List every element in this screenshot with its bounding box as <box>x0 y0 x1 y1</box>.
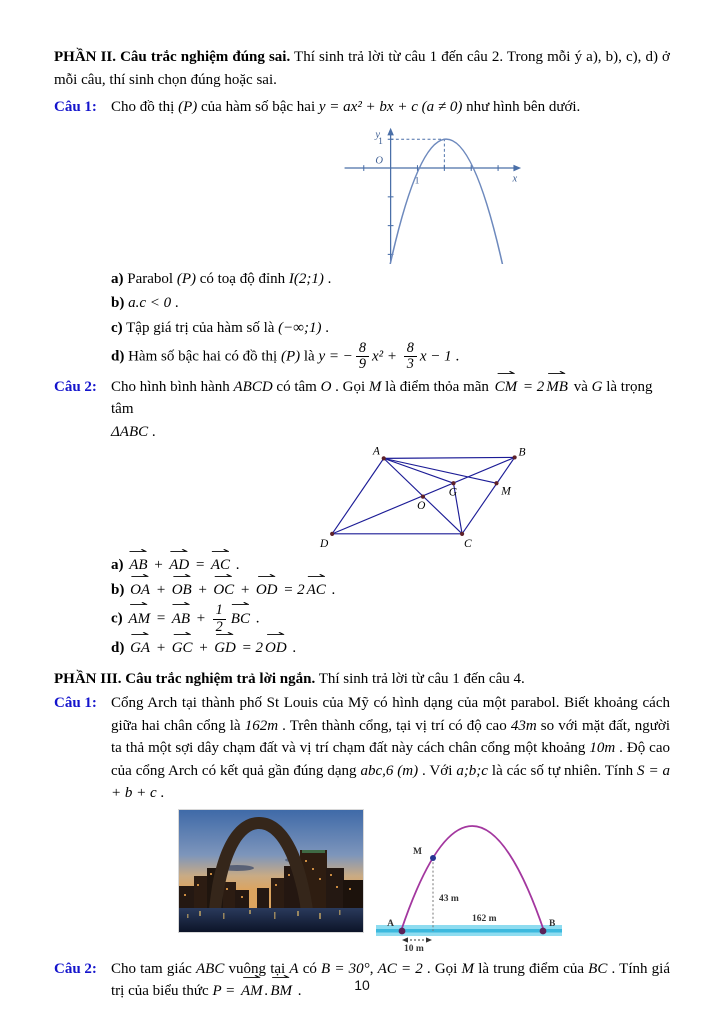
text-run: = 2 <box>519 378 545 395</box>
fraction-numerator: 1 <box>213 603 226 619</box>
figure-label-C: C <box>463 538 472 551</box>
arch-diagram-svg <box>376 809 566 954</box>
text-run: = <box>152 610 170 627</box>
text-run: + <box>383 348 401 365</box>
text-run: PHẦN III. Câu trắc nghiệm trả lời ngắn. <box>54 670 316 687</box>
text-run: + <box>152 640 170 656</box>
diagram-height-label: 43 m <box>439 893 459 904</box>
text-run: Cho tam giác <box>111 960 196 977</box>
vector-symbol: GA ⇀ <box>128 637 152 660</box>
parabola-graph-figure <box>333 122 525 264</box>
text-run: BC <box>588 960 608 977</box>
vector-symbol: GC ⇀ <box>170 637 195 660</box>
text-run: Hàm số bậc hai có đồ thị <box>124 348 281 365</box>
text-run: vuông tại <box>224 960 290 977</box>
text-run: P = <box>212 983 239 999</box>
text-run: Cho hình bình hành <box>111 378 234 395</box>
point-A-dot <box>399 927 406 934</box>
part2-q1-option-d <box>111 341 670 373</box>
figure-label-B: B <box>518 446 526 459</box>
text-run: . <box>171 295 179 311</box>
text-run: + <box>236 581 254 598</box>
text-run: + <box>149 557 168 574</box>
vector-symbol: GD ⇀ <box>212 637 238 660</box>
fraction-denominator: 9 <box>358 356 366 373</box>
text-run: = 2 <box>279 581 305 598</box>
text-run: ΔABC <box>111 423 149 440</box>
text-run: . Trên thành cổng, tại vị trí có độ cao <box>278 717 511 734</box>
vector-symbol: AM ⇀ <box>239 980 265 1003</box>
y-axis-arrow <box>387 127 394 135</box>
text-run: có tâm <box>272 378 321 395</box>
text-run: Thí sinh trả lời từ câu 1 đến câu 4. <box>315 670 525 687</box>
figure-label-G: G <box>448 486 457 499</box>
fraction-numerator: 8 <box>404 341 417 357</box>
text-run: có <box>298 960 322 977</box>
fraction-denominator: 2 <box>215 618 223 635</box>
part2-question2-intro <box>111 376 670 421</box>
text-run: . <box>156 785 165 801</box>
text-run: là <box>300 348 319 365</box>
arch-diagram <box>376 809 566 954</box>
vector-symbol: AB ⇀ <box>170 608 192 631</box>
vector-symbol: OC ⇀ <box>211 579 236 602</box>
diagram-label-M: M <box>413 846 422 857</box>
text-run: + <box>194 640 213 656</box>
text-run: + <box>152 581 170 598</box>
figure-label-M: M <box>501 485 511 498</box>
text-run: + <box>192 610 210 627</box>
part3-question2-label: Câu 2: <box>54 960 97 977</box>
text-run: c) <box>111 610 123 627</box>
arch-photo-svg <box>179 810 363 932</box>
text-run: 10m <box>589 740 616 756</box>
vector-symbol: AD ⇀ <box>167 554 191 577</box>
text-run: so với mặt đất, người ta thả một sợi dây chạm đất và vị trí chạm đất này cách chân cổng một khoảng <box>111 717 670 756</box>
text-run: ABC <box>196 960 225 977</box>
text-run: x − 1 <box>419 348 452 365</box>
text-run: . <box>232 557 240 574</box>
text-run: là các số tự nhiên. Tính <box>487 762 638 779</box>
text-run: AC = 2 <box>377 960 423 977</box>
text-run: Cho đồ thị <box>111 99 179 115</box>
text-run: . Với <box>418 762 457 779</box>
text-run: y = − <box>318 348 353 365</box>
part2-question2-intro-line2 <box>111 421 670 444</box>
text-run: là điểm thỏa mãn <box>381 378 493 395</box>
fraction <box>404 341 417 373</box>
text-run: . Gọi <box>422 960 462 977</box>
text-run: S = a + b + c <box>111 762 671 801</box>
text-run: Thí sinh trả lời từ câu 1 đến câu 2. Trong mỗi ý a), b), c), d) ở mỗi câu, thí sinh chọn đúng hoặc sai. <box>54 49 670 88</box>
part2-question1-label: Câu 1: <box>54 99 97 115</box>
vector-symbol: AC ⇀ <box>305 579 328 602</box>
text-run: a) <box>111 270 124 287</box>
part2-q1-option-a <box>111 268 670 291</box>
part3-header <box>54 668 670 691</box>
figure-label-D: D <box>320 538 329 551</box>
text-run: 43m <box>510 717 537 734</box>
text-run: . Tính giá trị của biểu thức <box>111 960 670 999</box>
vector-symbol: AB ⇀ <box>127 554 149 577</box>
vector-symbol: AM ⇀ <box>126 608 152 631</box>
vector-symbol: BM ⇀ <box>268 980 294 1003</box>
text-run: như hình bên dưới. <box>462 99 581 115</box>
text-run: M <box>368 378 382 395</box>
text-run: . <box>451 348 460 365</box>
vector-symbol: OA ⇀ <box>128 579 152 602</box>
part2-question1-intro <box>111 96 670 119</box>
text-run: PHẦN II. Câu trắc nghiệm đúng sai. <box>54 49 291 65</box>
text-run: là trung điểm của <box>474 960 589 977</box>
parallelogram-figure <box>311 445 531 552</box>
text-run: . <box>321 319 329 336</box>
text-run: (P) <box>176 270 196 287</box>
parabola-curve <box>383 139 506 264</box>
graph-x-tick-label: 1 <box>414 174 420 186</box>
text-run: . Độ cao của cổng Arch có kết quả gần đúng dạng <box>111 740 671 779</box>
part2-q1-option-b <box>111 292 670 315</box>
text-run: B = 30° <box>321 960 370 977</box>
graph-y-axis-label: y <box>375 128 381 140</box>
axis-ticks <box>364 139 498 254</box>
figure-label-O: O <box>417 500 426 513</box>
text-run: (P) <box>178 99 198 115</box>
arch-photo <box>178 809 364 933</box>
text-run: . <box>294 983 302 999</box>
text-run: Parabol <box>123 270 177 287</box>
vector-symbol: CM ⇀ <box>493 376 520 399</box>
text-run: . <box>288 640 297 656</box>
text-run: = 2 <box>237 640 263 656</box>
text-run: d) <box>111 348 125 365</box>
text-run: O <box>320 378 332 395</box>
arch-images-row <box>178 809 670 954</box>
text-run: Tập giá trị của hàm số là <box>122 319 279 336</box>
text-run: . Gọi <box>331 378 369 395</box>
text-run: I(2;1) <box>288 270 324 287</box>
point-B-dot <box>540 927 547 934</box>
part2-question2 <box>54 376 670 660</box>
text-run: c) <box>111 319 123 336</box>
vector-symbol: MB ⇀ <box>544 376 570 399</box>
part3-question1-body <box>111 692 670 805</box>
point-M-dot <box>430 855 436 861</box>
vector-symbol: OD ⇀ <box>263 637 289 660</box>
text-run: abc,6 (m) <box>360 762 419 779</box>
graph-y-tick-label: 1 <box>378 135 383 147</box>
text-run: G <box>591 378 603 395</box>
part2-question1 <box>54 96 670 373</box>
graph-x-axis-label: x <box>512 172 518 184</box>
text-run: . <box>251 610 260 627</box>
vector-symbol: OB ⇀ <box>170 579 194 602</box>
span-arrow-10m <box>402 937 432 942</box>
text-run: a) <box>111 557 124 574</box>
diagram-label-B: B <box>549 918 556 929</box>
fraction <box>356 341 369 373</box>
parabola-graph-svg <box>333 122 525 264</box>
diagram-span-label: 162 m <box>472 913 497 924</box>
text-run: (a ≠ 0) <box>421 99 463 115</box>
text-run: (P) <box>280 348 301 365</box>
text-run: của hàm số bậc hai <box>197 99 319 115</box>
text-run: . <box>327 581 336 598</box>
graph-origin-label: O <box>375 154 383 166</box>
text-run: M <box>461 960 475 977</box>
text-run: y = ax² + bx + c <box>318 99 418 115</box>
diagram-label-A: A <box>387 918 394 929</box>
text-run: a.c < 0 <box>128 295 172 311</box>
vector-symbol: AC ⇀ <box>209 554 232 577</box>
part3-question1-label: Câu 1: <box>54 695 97 711</box>
text-run: A <box>289 960 299 977</box>
text-run: là trọng tâm <box>111 378 653 418</box>
x-axis-arrow <box>513 164 521 171</box>
part2-header <box>54 46 670 91</box>
text-run: . <box>148 423 156 440</box>
text-run: = <box>191 557 209 574</box>
text-run: và <box>569 378 592 395</box>
vector-symbol: OD ⇀ <box>254 579 280 602</box>
text-run: Cổng Arch tại thành phố St Louis của Mỹ có hình dạng của một parabol. Biết khoảng cách giữa hai chân cổng là <box>111 695 670 734</box>
text-run: ABCD <box>233 378 273 395</box>
part2-q1-option-c <box>111 317 670 340</box>
page-number: 10 <box>354 977 370 993</box>
fraction-numerator: 8 <box>356 341 369 357</box>
text-run: b) <box>111 295 125 311</box>
part2-question2-label: Câu 2: <box>54 378 97 395</box>
text-run: b) <box>111 581 125 598</box>
text-run: , <box>369 960 378 977</box>
text-run: có toạ độ đỉnh <box>195 270 289 287</box>
text-run: x² <box>372 348 384 365</box>
part2-q2-option-d <box>111 637 670 660</box>
text-run: 162m <box>244 717 279 734</box>
text-run: . <box>264 983 269 999</box>
text-run: d) <box>111 640 125 656</box>
figure-label-A: A <box>372 445 380 458</box>
parallelogram-svg <box>311 445 531 552</box>
diagram-offset-label: 10 m <box>404 943 424 954</box>
vector-symbol: BC ⇀ <box>229 608 252 631</box>
text-run: . <box>323 270 332 287</box>
text-run: a;b;c <box>456 762 488 779</box>
fraction-denominator: 3 <box>406 356 414 373</box>
part3-question1 <box>54 692 670 805</box>
text-run: (−∞;1) <box>278 319 322 336</box>
text-run: + <box>193 581 212 598</box>
part2-q2-option-b <box>111 579 670 602</box>
